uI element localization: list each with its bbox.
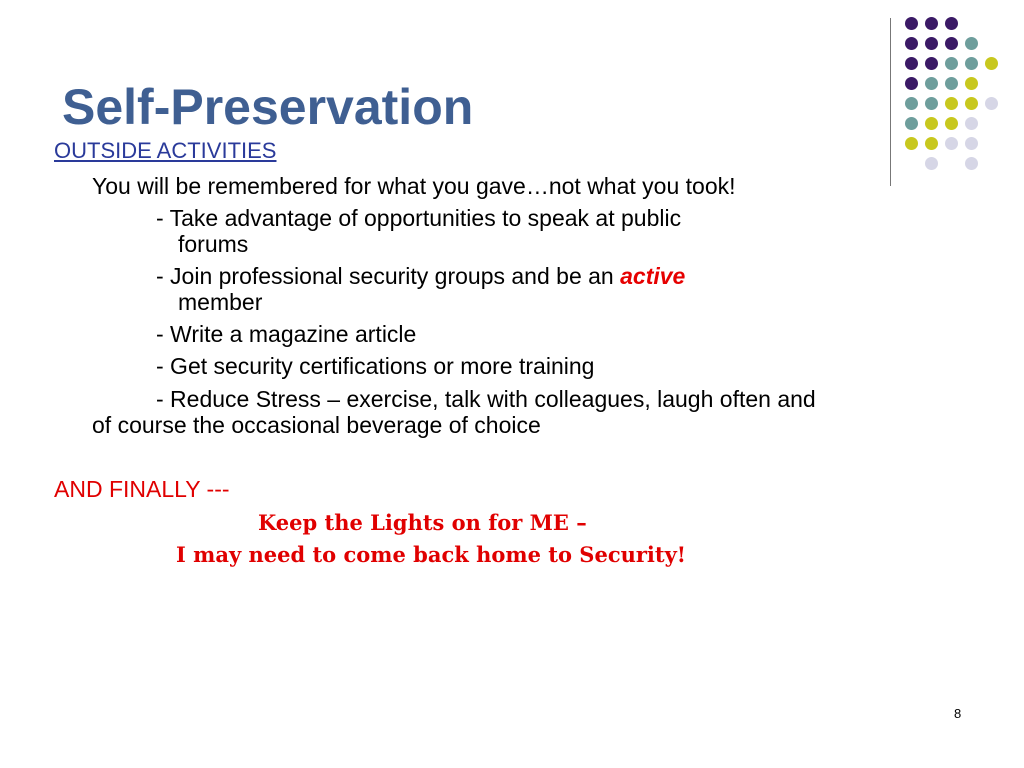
- decorative-dot: [925, 37, 938, 50]
- bullet-5-line-1: - Reduce Stress – exercise, talk with colleagues, laugh often and: [156, 386, 816, 412]
- finally-label: AND FINALLY ---: [54, 476, 230, 502]
- decorative-dot: [945, 57, 958, 70]
- bullet-4-line-1: - Get security certifications or more training: [156, 353, 595, 379]
- decorative-dot: [905, 97, 918, 110]
- decorative-dot: [945, 17, 958, 30]
- decorative-dot: [965, 97, 978, 110]
- bullet-3-line-1: - Write a magazine article: [156, 321, 417, 347]
- decorative-dot: [985, 57, 998, 70]
- decorative-dot: [905, 77, 918, 90]
- decorative-dot: [925, 57, 938, 70]
- decorative-dot: [965, 37, 978, 50]
- decorative-dot: [985, 97, 998, 110]
- intro-line: You will be remembered for what you gave…not what you took!: [92, 173, 736, 199]
- decorative-dot: [945, 77, 958, 90]
- closing-line-1: Keep the Lights on for ME –: [258, 510, 587, 535]
- decorative-dot: [905, 57, 918, 70]
- decorative-dot: [945, 97, 958, 110]
- decorative-dot: [965, 157, 978, 170]
- decorative-dot: [965, 57, 978, 70]
- decorative-dot: [945, 117, 958, 130]
- decorative-dot-grid: [905, 14, 1015, 164]
- page-number: 8: [954, 706, 962, 721]
- decorative-divider: [890, 18, 891, 186]
- decorative-dot: [945, 137, 958, 150]
- decorative-dot: [965, 137, 978, 150]
- section-heading: OUTSIDE ACTIVITIES: [54, 138, 277, 163]
- bullet-1-line-2: forums: [178, 231, 249, 257]
- decorative-dot: [925, 97, 938, 110]
- bullet-5-line-2: of course the occasional beverage of choice: [92, 412, 541, 438]
- closing-line-2: I may need to come back home to Security!: [176, 542, 687, 567]
- decorative-dot: [925, 137, 938, 150]
- decorative-dot: [925, 17, 938, 30]
- decorative-dot: [965, 117, 978, 130]
- bullet-2-text: - Join professional security groups and be an: [156, 263, 621, 289]
- bullet-2-line-2: member: [178, 289, 263, 315]
- decorative-dot: [905, 37, 918, 50]
- decorative-dot: [905, 17, 918, 30]
- decorative-dot: [925, 77, 938, 90]
- decorative-dot: [905, 117, 918, 130]
- decorative-dot: [965, 77, 978, 90]
- bullet-1-line-1: - Take advantage of opportunities to speak at public: [156, 205, 682, 231]
- bullet-2-emphasis: active: [620, 263, 686, 289]
- decorative-dot: [925, 157, 938, 170]
- decorative-dot: [925, 117, 938, 130]
- decorative-dot: [905, 137, 918, 150]
- bullet-2-line-1: [156, 265, 685, 288]
- slide-title: Self-Preservation: [62, 79, 474, 135]
- decorative-dot: [945, 37, 958, 50]
